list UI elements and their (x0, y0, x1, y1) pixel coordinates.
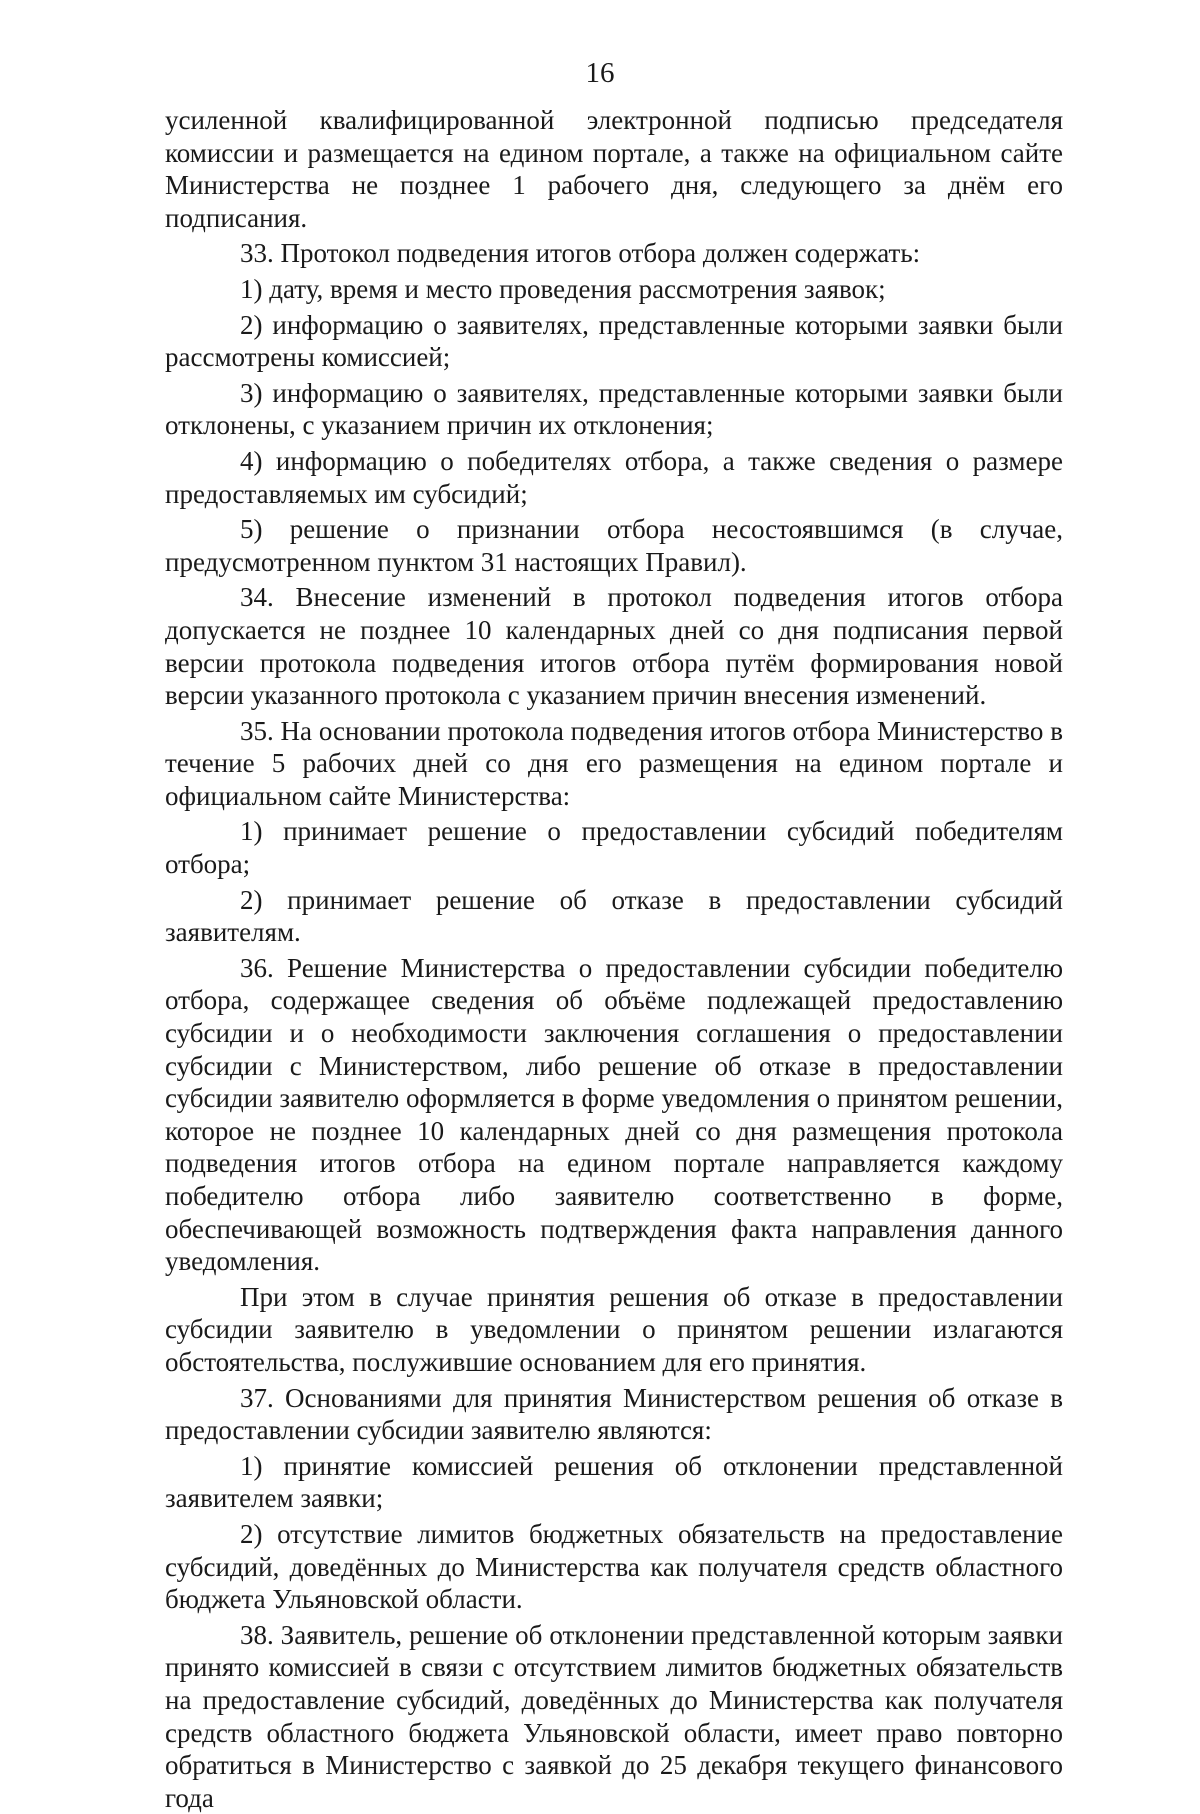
paragraph: 34. Внесение изменений в протокол подведения итогов отбора допускается не позднее 10 календарных дней со дня подписания первой версии протокола подведения итогов отбора путём формирования новой версии указанного протокола с указанием причин внесения изменений. (165, 582, 1063, 711)
paragraph: усиленной квалифицированной электронной подписью председателя комиссии и размещается на едином портале, а также на официальном сайте Министерства не позднее 1 рабочего дня, следующего за днём его подписания. (165, 105, 1063, 233)
paragraph: 2) информацию о заявителях, представленные которыми заявки были рассмотрены комиссией; (165, 309, 1063, 373)
paragraph: 1) принятие комиссией решения об отклонении представленной заявителем заявки; (165, 1450, 1063, 1514)
paragraph: При этом в случае принятия решения об отказе в предоставлении субсидии заявителю в уведомлении о принятом решении излагаются обстоятельства, послужившие основанием для его принятия. (165, 1281, 1063, 1377)
page-number: 16 (585, 57, 615, 89)
paragraph: 38. Заявитель, решение об отклонении представленной которым заявки принято комиссией в связи с отсутствием лимитов бюджетных обязательств на предоставление субсидий, доведённых до Министерства как получателя средств областного бюджета Ульяновской области, имеет право повторно обратиться в Министерство с заявкой до 25 декабря текущего финансового года (165, 1619, 1063, 1813)
paragraph: 5) решение о признании отбора несостоявшимся (в случае, предусмотренном пунктом 31 настоящих Правил). (165, 514, 1063, 577)
paragraph: 1) дату, время и место проведения рассмотрения заявок; (240, 273, 886, 304)
paragraph: 35. На основании протокола подведения итогов отбора Министерство в течение 5 рабочих дней со дня его размещения на едином портале и официальном сайте Министерства: (165, 715, 1063, 811)
document-body (165, 104, 1063, 1814)
paragraph: 4) информацию о победителях отбора, а также сведения о размере предоставляемых им субсидий; (165, 445, 1063, 509)
paragraph: 36. Решение Министерства о предоставлении субсидии победителю отбора, содержащее сведения об объёме подлежащей предоставлению субсидии и о необходимости заключения соглашения о предоставлении субсидии с Министерством, либо решение об отказе в предоставлении субсидии заявителю оформляется в форме уведомления о принятом решении, которое не позднее 10 календарных дней со дня размещения протокола подведения итогов отбора на едином портале направляется каждому победителю отбора либо заявителю соответственно в форме, обеспечивающей возможность подтверждения факта направления данного уведомления. (165, 952, 1063, 1277)
paragraph: 37. Основаниями для принятия Министерством решения об отказе в предоставлении субсидии заявителю являются: (165, 1382, 1063, 1446)
paragraph: 33. Протокол подведения итогов отбора должен содержать: (240, 238, 921, 269)
paragraph: 2) отсутствие лимитов бюджетных обязательств на предоставление субсидий, доведённых до Министерства как получателя средств областного бюджета Ульяновской области. (165, 1518, 1063, 1615)
paragraph: 2) принимает решение об отказе в предоставлении субсидий заявителям. (165, 884, 1063, 948)
paragraph: 3) информацию о заявителях, представленные которыми заявки были отклонены, с указанием причин их отклонения; (165, 377, 1063, 441)
paragraph: 1) принимает решение о предоставлении субсидий победителям отбора; (165, 816, 1063, 880)
